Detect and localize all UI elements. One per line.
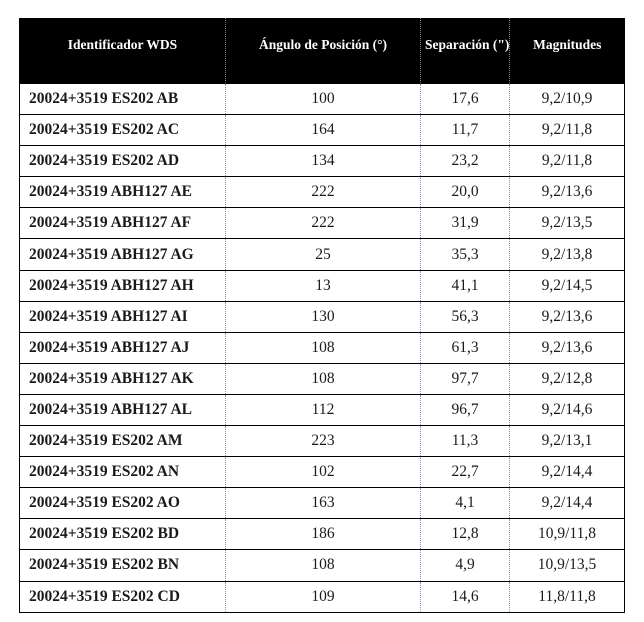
cell-magnitudes: 9,2/13,6: [510, 177, 625, 208]
header-position-angle: Ángulo de Posición (°): [226, 18, 421, 84]
cell-position-angle: 108: [226, 550, 421, 581]
cell-separation: 14,6: [421, 581, 510, 612]
table-row: [20, 363, 625, 394]
cell-separation: 11,3: [421, 426, 510, 457]
cell-wds-identifier: 20024+3519 ABH127 AG: [20, 239, 226, 270]
cell-wds-identifier: 20024+3519 ES202 AB: [20, 84, 226, 115]
cell-position-angle: 163: [226, 488, 421, 519]
table-row: [20, 115, 625, 146]
cell-position-angle: 25: [226, 239, 421, 270]
cell-magnitudes: 9,2/11,8: [510, 115, 625, 146]
cell-position-angle: 223: [226, 426, 421, 457]
table-row: [20, 208, 625, 239]
table-row: [20, 550, 625, 581]
cell-magnitudes: 9,2/13,6: [510, 301, 625, 332]
table-row: [20, 84, 625, 115]
cell-separation: 31,9: [421, 208, 510, 239]
cell-wds-identifier: 20024+3519 ES202 AM: [20, 426, 226, 457]
cell-separation: 4,9: [421, 550, 510, 581]
cell-magnitudes: 9,2/14,6: [510, 394, 625, 425]
cell-magnitudes: 9,2/14,4: [510, 488, 625, 519]
double-star-table: [19, 18, 625, 613]
cell-wds-identifier: 20024+3519 ABH127 AE: [20, 177, 226, 208]
cell-magnitudes: 9,2/13,1: [510, 426, 625, 457]
cell-separation: 23,2: [421, 146, 510, 177]
cell-position-angle: 13: [226, 270, 421, 301]
cell-magnitudes: 10,9/11,8: [510, 519, 625, 550]
table-row: [20, 301, 625, 332]
header-magnitudes: Magnitudes: [510, 18, 625, 84]
cell-magnitudes: 10,9/13,5: [510, 550, 625, 581]
table-row: [20, 457, 625, 488]
cell-position-angle: 164: [226, 115, 421, 146]
cell-position-angle: 134: [226, 146, 421, 177]
cell-separation: 12,8: [421, 519, 510, 550]
cell-magnitudes: 9,2/11,8: [510, 146, 625, 177]
table-container: [19, 18, 625, 613]
header-row: [20, 18, 625, 84]
cell-wds-identifier: 20024+3519 ES202 CD: [20, 581, 226, 612]
cell-wds-identifier: 20024+3519 ABH127 AJ: [20, 332, 226, 363]
cell-position-angle: 222: [226, 177, 421, 208]
cell-wds-identifier: 20024+3519 ABH127 AK: [20, 363, 226, 394]
table-row: [20, 394, 625, 425]
cell-wds-identifier: 20024+3519 ES202 AO: [20, 488, 226, 519]
cell-wds-identifier: 20024+3519 ABH127 AI: [20, 301, 226, 332]
header-separation: Separación ("): [421, 18, 510, 84]
table-row: [20, 146, 625, 177]
cell-wds-identifier: 20024+3519 ABH127 AH: [20, 270, 226, 301]
table-row: [20, 519, 625, 550]
cell-wds-identifier: 20024+3519 ABH127 AL: [20, 394, 226, 425]
table-row: [20, 177, 625, 208]
table-row: [20, 426, 625, 457]
cell-magnitudes: 11,8/11,8: [510, 581, 625, 612]
cell-separation: 56,3: [421, 301, 510, 332]
cell-magnitudes: 9,2/13,5: [510, 208, 625, 239]
table-row: [20, 488, 625, 519]
cell-magnitudes: 9,2/14,5: [510, 270, 625, 301]
cell-position-angle: 109: [226, 581, 421, 612]
cell-magnitudes: 9,2/12,8: [510, 363, 625, 394]
table-row: [20, 332, 625, 363]
cell-separation: 17,6: [421, 84, 510, 115]
table-row: [20, 239, 625, 270]
cell-position-angle: 102: [226, 457, 421, 488]
cell-separation: 41,1: [421, 270, 510, 301]
cell-position-angle: 108: [226, 363, 421, 394]
cell-wds-identifier: 20024+3519 ABH127 AF: [20, 208, 226, 239]
cell-magnitudes: 9,2/13,6: [510, 332, 625, 363]
table-row: [20, 581, 625, 612]
cell-separation: 11,7: [421, 115, 510, 146]
header-wds-identifier: Identificador WDS: [20, 18, 226, 84]
cell-wds-identifier: 20024+3519 ES202 AN: [20, 457, 226, 488]
cell-separation: 35,3: [421, 239, 510, 270]
cell-separation: 22,7: [421, 457, 510, 488]
cell-wds-identifier: 20024+3519 ES202 AD: [20, 146, 226, 177]
cell-position-angle: 186: [226, 519, 421, 550]
table-header: [20, 18, 625, 84]
table-row: [20, 270, 625, 301]
cell-position-angle: 222: [226, 208, 421, 239]
cell-wds-identifier: 20024+3519 ES202 AC: [20, 115, 226, 146]
cell-position-angle: 130: [226, 301, 421, 332]
table-body: [20, 84, 625, 613]
cell-separation: 96,7: [421, 394, 510, 425]
cell-separation: 61,3: [421, 332, 510, 363]
cell-wds-identifier: 20024+3519 ES202 BD: [20, 519, 226, 550]
cell-position-angle: 108: [226, 332, 421, 363]
cell-magnitudes: 9,2/14,4: [510, 457, 625, 488]
cell-position-angle: 100: [226, 84, 421, 115]
cell-separation: 4,1: [421, 488, 510, 519]
cell-position-angle: 112: [226, 394, 421, 425]
cell-separation: 20,0: [421, 177, 510, 208]
cell-wds-identifier: 20024+3519 ES202 BN: [20, 550, 226, 581]
cell-magnitudes: 9,2/13,8: [510, 239, 625, 270]
cell-separation: 97,7: [421, 363, 510, 394]
cell-magnitudes: 9,2/10,9: [510, 84, 625, 115]
